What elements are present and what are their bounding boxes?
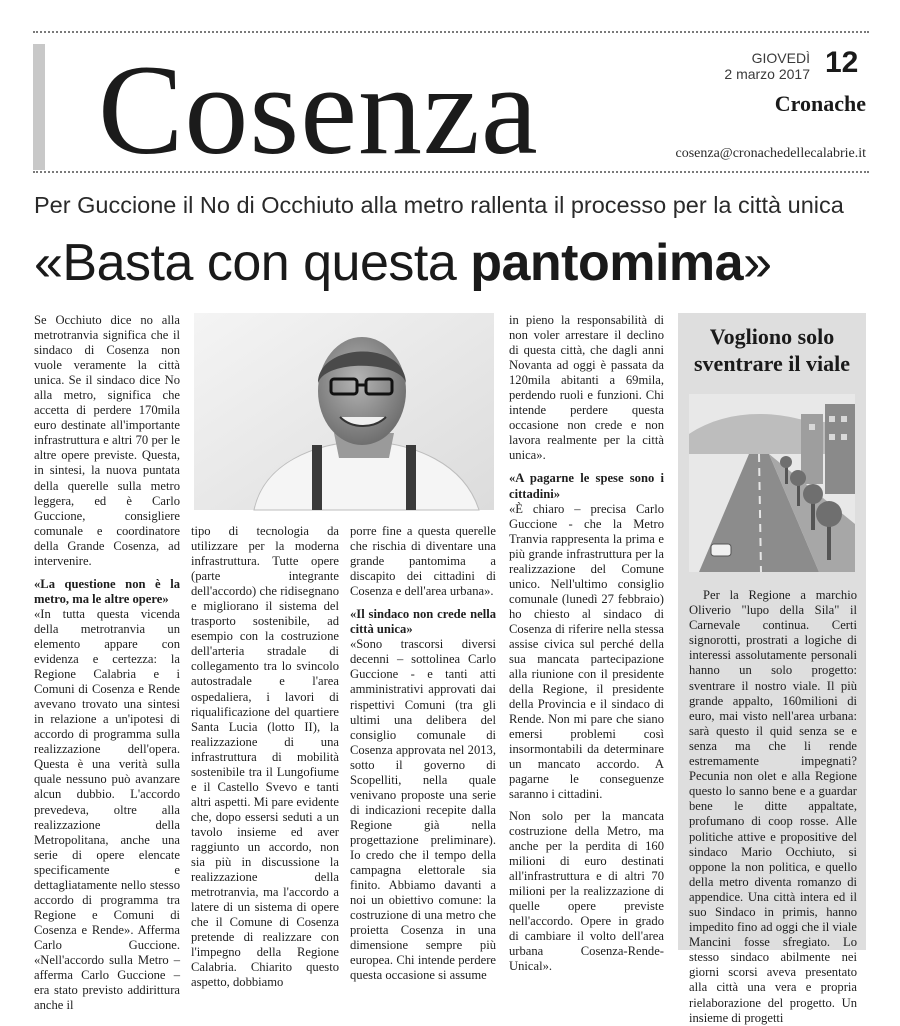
- issue-day: GIOVEDÌ: [751, 50, 810, 66]
- column-paragraph: in pieno la responsabilità di non voler arrestare il declino di questa città, che dagli anni Novanta ad oggi è passata da 120mila abitanti a 69mila, perdendo ruoli e funzioni. Chi intende perdere questa occasione non crede e non lavora realmente per la città unica».: [509, 313, 664, 463]
- column-paragraph: «È chiaro – precisa Carlo Guccione - che la Metro Tranvia rappresenta la prima e più grande infrastruttura per la realizzazione del Comune unico. Nell'ultimo consiglio comunale (lunedì 27 febbraio) ho chiesto al sindaco di Cosenza di riferire nella stessa assise civica sul perché della sua mancata partecipazione alla riunione con il presidente della Regione, il presidente della Provincia e il sindaco di Rende. Non mi pare che siano emersi problemi così insormontabili da determinare un mancato accordo. A pagarne le conseguenze saranno i cittadini.: [509, 501, 664, 802]
- column-paragraph: Se Occhiuto dice no alla metrotranvia significa che il sindaco di Cosenza non vuole veramente la città unica. Se il sindaco dice No alla metro, significa che accetta di perdere 170mila euro destinate all'importante infrastruttura e altri 70 per le altre opere previste. Questa, in sintesi, la nuova puntata della querelle sulla metro leggera, ed è Carlo Guccione, consigliere comunale e coordinatore della Grande Cosenza, ad intervenire.: [34, 313, 180, 568]
- sidebar-street-photo: [689, 394, 855, 572]
- page-number: 12: [825, 46, 859, 79]
- article-column-2: [191, 524, 339, 990]
- article-column-4: [509, 313, 664, 973]
- column-paragraph: Non solo per la mancata costruzione della Metro, ma anche per la perdita di 160 milioni di euro destinati all'infrastruttura e di altri 70 milioni per la realizzazione di quelle opere previste nell'accordo. Opere in grado di cambiare il volto dell'area urbana Cosenza-Rende-Unical».: [509, 808, 664, 973]
- sidebar-title: Vogliono solo sventrare il viale: [694, 324, 850, 376]
- article-portrait-photo: [194, 313, 494, 510]
- column-paragraph: porre fine a questa querelle che rischia di diventare una grande pantomima a discapito dei cittadini di Cosenza e dell'area urbana».: [350, 524, 496, 599]
- subheading: «A pagarne le spese sono i cittadini»: [509, 471, 664, 501]
- portrait-image: [194, 313, 494, 510]
- article-headline: [34, 231, 870, 295]
- header-dotted-rule: [33, 171, 869, 173]
- sidebar-paragraph: Per la Regione a marchio Oliverio "lupo della Sila" il Carnevale continua. Certi signorotti, prostrati a logiche di interessi assolutamente personali hanno un solo progetto: sventrare il nostro viale. Il più grande appalto, 160milioni di euro, mai visto nell'area urbana: sarà questo il quid senza se e senza ma che li rende estremamente impegnati? Pecunia non olet e alla Regione questo lo sanno bene e a guardar bene le ditte appaltate, profumano di coop rosse. Alle politiche attive e propositive del sindaco Mario Occhiuto, si oppone la non politica, e quello della metro diventa romanzo di appendice. Una città intera ed il suo Sindaco in primis, hanno impedito fino ad oggi che il viale Mancini fosse sfregiato. Lo stesso sindaco abilmente nei giorni scorsi aveva presentato alla città una vera e propria rielaborazione del progetto. Un insieme di progetti: [689, 588, 857, 1025]
- article-kicker: Per Guccione il No di Occhiuto alla metro rallenta il processo per la città unica: [34, 192, 844, 218]
- subheading: «Il sindaco non crede nella città unica»: [350, 607, 496, 637]
- headline-close: »: [743, 234, 772, 292]
- headline-bold: pantomima: [470, 234, 744, 292]
- column-paragraph: «Sono trascorsi diversi decenni – sottolinea Carlo Guccione - e tanti atti amministrativi approvati dai rispettivi Comuni (tra gli ultimi una delibera del consiglio comunale di Cosenza approvata nel 2013, sotto il governo di Scopelliti, nella quale venivano proposte una serie di indicazioni recepite dalla Regione già nella progettazione preliminare). Io credo che il tempo della campagna elettorale sia finito. Abbiamo davanti a noi un obiettivo comune: la costruzione di una metro che proietta Cosenza in una dimensione sempre più europea. Chi intende perdere questa occasione si assume: [350, 637, 496, 983]
- headline-regular: «Basta con questa: [34, 234, 471, 292]
- masthead-accent-bar: [33, 44, 45, 170]
- issue-date: 2 marzo 2017: [724, 66, 810, 82]
- top-dotted-rule: [33, 31, 869, 33]
- section-name: Cronache: [774, 91, 866, 116]
- column-paragraph: «In tutta questa vicenda della metrotranvia un elemento appare con evidenza e certezza: la Regione Calabria e i Comuni di Cosenza e Rende avevano trovato una sintesi in relazione a un'ipotesi di accordo di programma sulla realizzazione dell'opera. Questa è una verità sulla quale nessuno può avanzare alcun dubbio. L'accordo prevedeva, oltre alla realizzazione della Metropolitana, anche una serie di opere elencate specificamente e dettagliatamente nello stesso accordo di programma tra Regione e Comuni di Cosenza e Rende». Afferma Carlo Guccione. «Nell'accordo sulla Metro – afferma Carlo Guccione – era stato previsto addirittura anche il: [34, 606, 180, 1013]
- article-column-1: [34, 313, 180, 1013]
- masthead-title: Cosenza: [98, 39, 539, 181]
- column-paragraph: tipo di tecnologia da utilizzare per la moderna infrastruttura. Tutte opere (parte integrante dell'accordo) che ridisegnano e migliorano il sistema del trasporto sostenibile, ad esempio con la costruzione dell'arteria stradale di collegamento tra lo svincolo autostradale e l'area ospedaliera, i lavori di riqualificazione del quartiere Santa Lucia (lotto II), la realizzazione di una infrastruttura di mobilità sostenibile tra il Lungofiume e il Castello Svevo e tanti altri aspetti. Mi pare evidente che, dopo essersi seduti a un tavolo insieme ed aver raggiunto un accordo, non sia più in discussione la realizzazione della metrotranvia, ma l'accordo a latere di un sistema di opere che il Comune di Cosenza pretende di realizzare con l'impegno della Regione Calabria. Chiarito questo aspetto, dobbiamo: [191, 524, 339, 990]
- subheading: «La questione non è la metro, ma le altre opere»: [34, 576, 180, 606]
- contact-email: cosenza@cronachedellecalabrie.it: [675, 146, 866, 161]
- street-image: [689, 394, 855, 572]
- sidebar-body: [689, 588, 857, 1025]
- article-column-3: [350, 524, 496, 983]
